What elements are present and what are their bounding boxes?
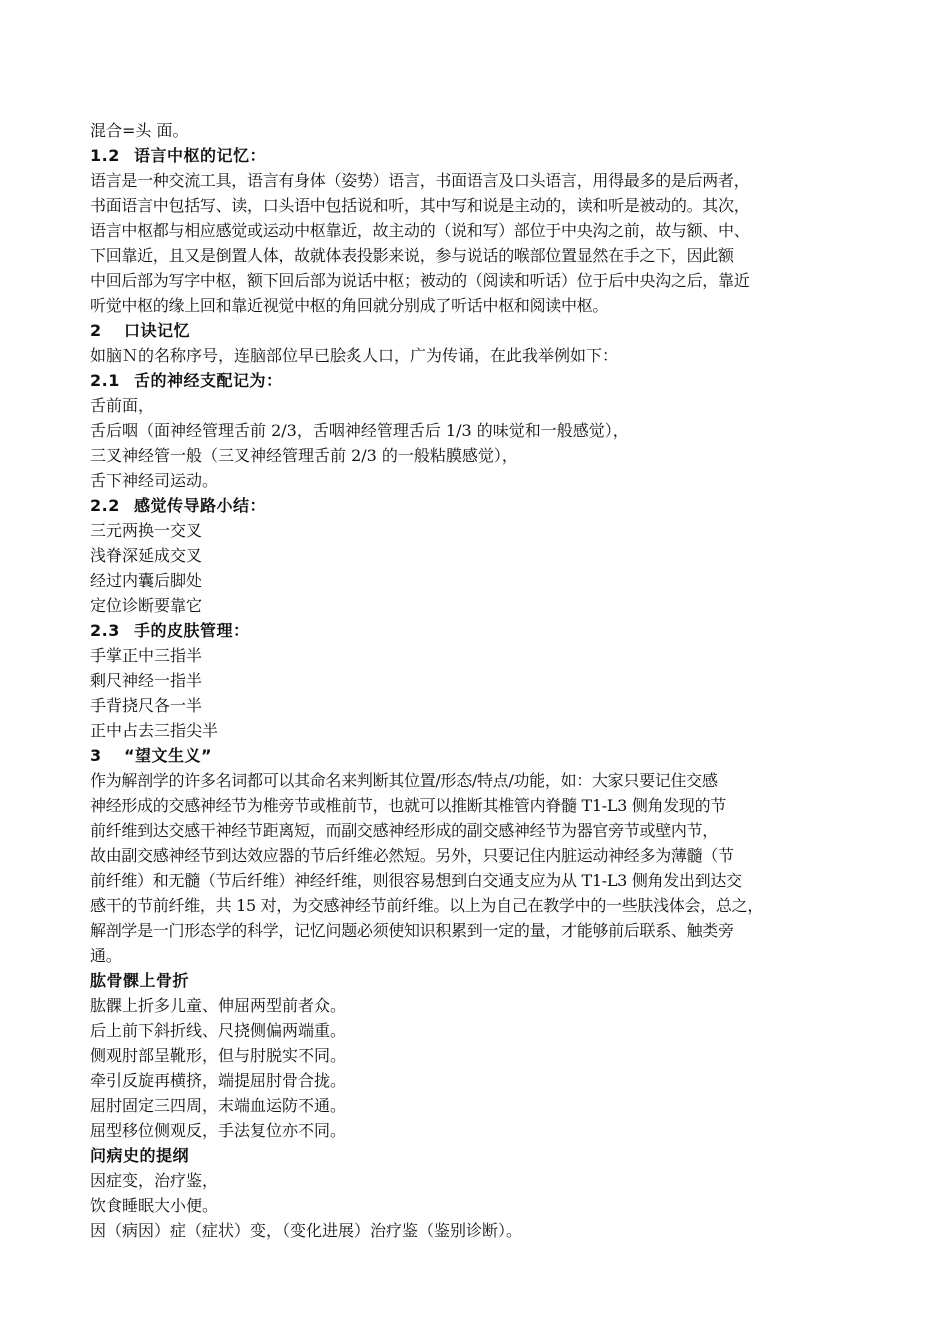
paragraph-line: 故由副交感神经节到达效应器的节后纤维必然短。另外，只要记住内脏运动神经多为薄髓（节	[90, 846, 734, 865]
section-heading-2-1	[90, 368, 880, 393]
section-2-3-verse	[90, 643, 880, 743]
verse-line: 正中占去三指尖半	[90, 721, 219, 740]
fracture-verse	[90, 993, 880, 1143]
section-title: 舌的神经支配记为：	[134, 371, 283, 390]
section-3-paragraph	[90, 768, 880, 968]
paragraph-line: 语言中枢都与相应感觉或运动中枢靠近，故主动的（说和写）部位于中央沟之前，故与额、中、	[90, 221, 750, 240]
verse-line: 肱髁上折多儿童、伸屈两型前者众。	[90, 996, 347, 1015]
verse-line: 舌后咽（面神经管理舌前 2/3，舌咽神经管理舌后 1/3 的味觉和一般感觉），	[90, 421, 629, 440]
verse-line: 剩尺神经一指半	[90, 671, 203, 690]
verse-line: 舌下神经司运动。	[90, 471, 219, 490]
section-number: 1.2	[90, 146, 120, 165]
verse-line: 屈型移位侧观反，手法复位亦不同。	[90, 1121, 347, 1140]
paragraph-line: 前纤维到达交感干神经节距离短，而副交感神经形成的副交感神经节为器官旁节或壁内节，	[90, 821, 719, 840]
paragraph-line: 下回靠近，且又是倒置人体，故就体表投影来说，参与说话的喉部位置显然在手之下，因此额	[90, 246, 734, 265]
verse-line: 牵引反旋再横挤，端提屈肘骨合拢。	[90, 1071, 347, 1090]
paragraph-line: 前纤维）和无髓（节后纤维）神经纤维，则很容易想到白交通支应为从 T1-L3 侧角发出到达交	[90, 871, 742, 890]
document-body	[90, 118, 880, 1243]
paragraph-line: 语言是一种交流工具，语言有身体（姿势）语言，书面语言及口头语言，用得最多的是后两者，	[90, 171, 750, 190]
verse-line: 因（病因）症（症状）变，（变化进展）治疗鉴（鉴别诊断）。	[90, 1221, 523, 1240]
section-heading-fracture: 肱骨髁上骨折	[90, 971, 190, 990]
section-2-2-verse	[90, 518, 880, 618]
verse-line: 三叉神经管一般（三叉神经管理舌前 2/3 的一般粘膜感觉），	[90, 446, 518, 465]
section-heading-2-3	[90, 618, 880, 643]
paragraph-line: 书面语言中包括写、读，口头语中包括说和听，其中写和说是主动的，读和听是被动的。其次，	[90, 196, 750, 215]
section-title: 口诀记忆	[124, 321, 191, 340]
section-title: 语言中枢的记忆：	[134, 146, 267, 165]
paragraph-line: 神经形成的交感神经节为椎旁节或椎前节，也就可以推断其椎管内脊髓 T1-L3 侧角发现的节	[90, 796, 727, 815]
verse-line: 后上前下斜折线、尺挠侧偏两端重。	[90, 1021, 347, 1040]
verse-line: 屈肘固定三四周，末端血运防不通。	[90, 1096, 347, 1115]
verse-line: 手掌正中三指半	[90, 646, 203, 665]
verse-line: 侧观肘部呈靴形，但与肘脱实不同。	[90, 1046, 347, 1065]
paragraph-line: 听觉中枢的缘上回和靠近视觉中枢的角回就分别成了听话中枢和阅读中枢。	[90, 296, 609, 315]
section-1-2-paragraph	[90, 168, 880, 318]
verse-line: 因症变，治疗鉴，	[90, 1171, 219, 1190]
section-title: 手的皮肤管理：	[134, 621, 250, 640]
section-2-1-verse	[90, 393, 880, 493]
verse-line: 手背挠尺各一半	[90, 696, 203, 715]
section-number: 2.3	[90, 621, 120, 640]
verse-line: 定位诊断要靠它	[90, 596, 203, 615]
section-heading-history: 问病史的提纲	[90, 1146, 190, 1165]
section-heading-1-2	[90, 143, 880, 168]
section-number: 2.2	[90, 496, 120, 515]
section-heading-3	[90, 743, 880, 768]
paragraph-line: 作为解剖学的许多名词都可以其命名来判断其位置/形态/特点/功能，如：大家只要记住交感	[90, 771, 718, 790]
verse-line: 饮食睡眠大小便。	[90, 1196, 219, 1215]
paragraph-line: 通。	[90, 946, 122, 965]
section-number: 2.1	[90, 371, 120, 390]
section-title: “望文生义”	[124, 746, 213, 765]
paragraph-line: 感干的节前纤维，共 15 对，为交感神经节前纤维。以上为自己在教学中的一些肤浅体会，总之，	[90, 896, 764, 915]
verse-line: 浅脊深延成交叉	[90, 546, 203, 565]
section-heading-2	[90, 318, 880, 343]
history-verse	[90, 1168, 880, 1243]
section-number: 2	[90, 321, 102, 340]
verse-line: 舌前面，	[90, 396, 155, 415]
paragraph-line: 中回后部为写字中枢，额下回后部为说话中枢；被动的（阅读和听话）位于后中央沟之后，靠近	[90, 271, 750, 290]
intro-line: 混合=头 面。	[90, 121, 189, 140]
paragraph-line: 解剖学是一门形态学的科学，记忆问题必须使知识积累到一定的量，才能够前后联系、触类旁	[90, 921, 734, 940]
section-title: 感觉传导路小结：	[134, 496, 267, 515]
verse-line: 经过内囊后脚处	[90, 571, 203, 590]
verse-line: 三元两换一交叉	[90, 521, 203, 540]
section-heading-2-2	[90, 493, 880, 518]
section-number: 3	[90, 746, 102, 765]
section-2-intro: 如脑Ｎ的名称序号，连脑部位早已脍炙人口，广为传诵，在此我举例如下：	[90, 346, 619, 365]
